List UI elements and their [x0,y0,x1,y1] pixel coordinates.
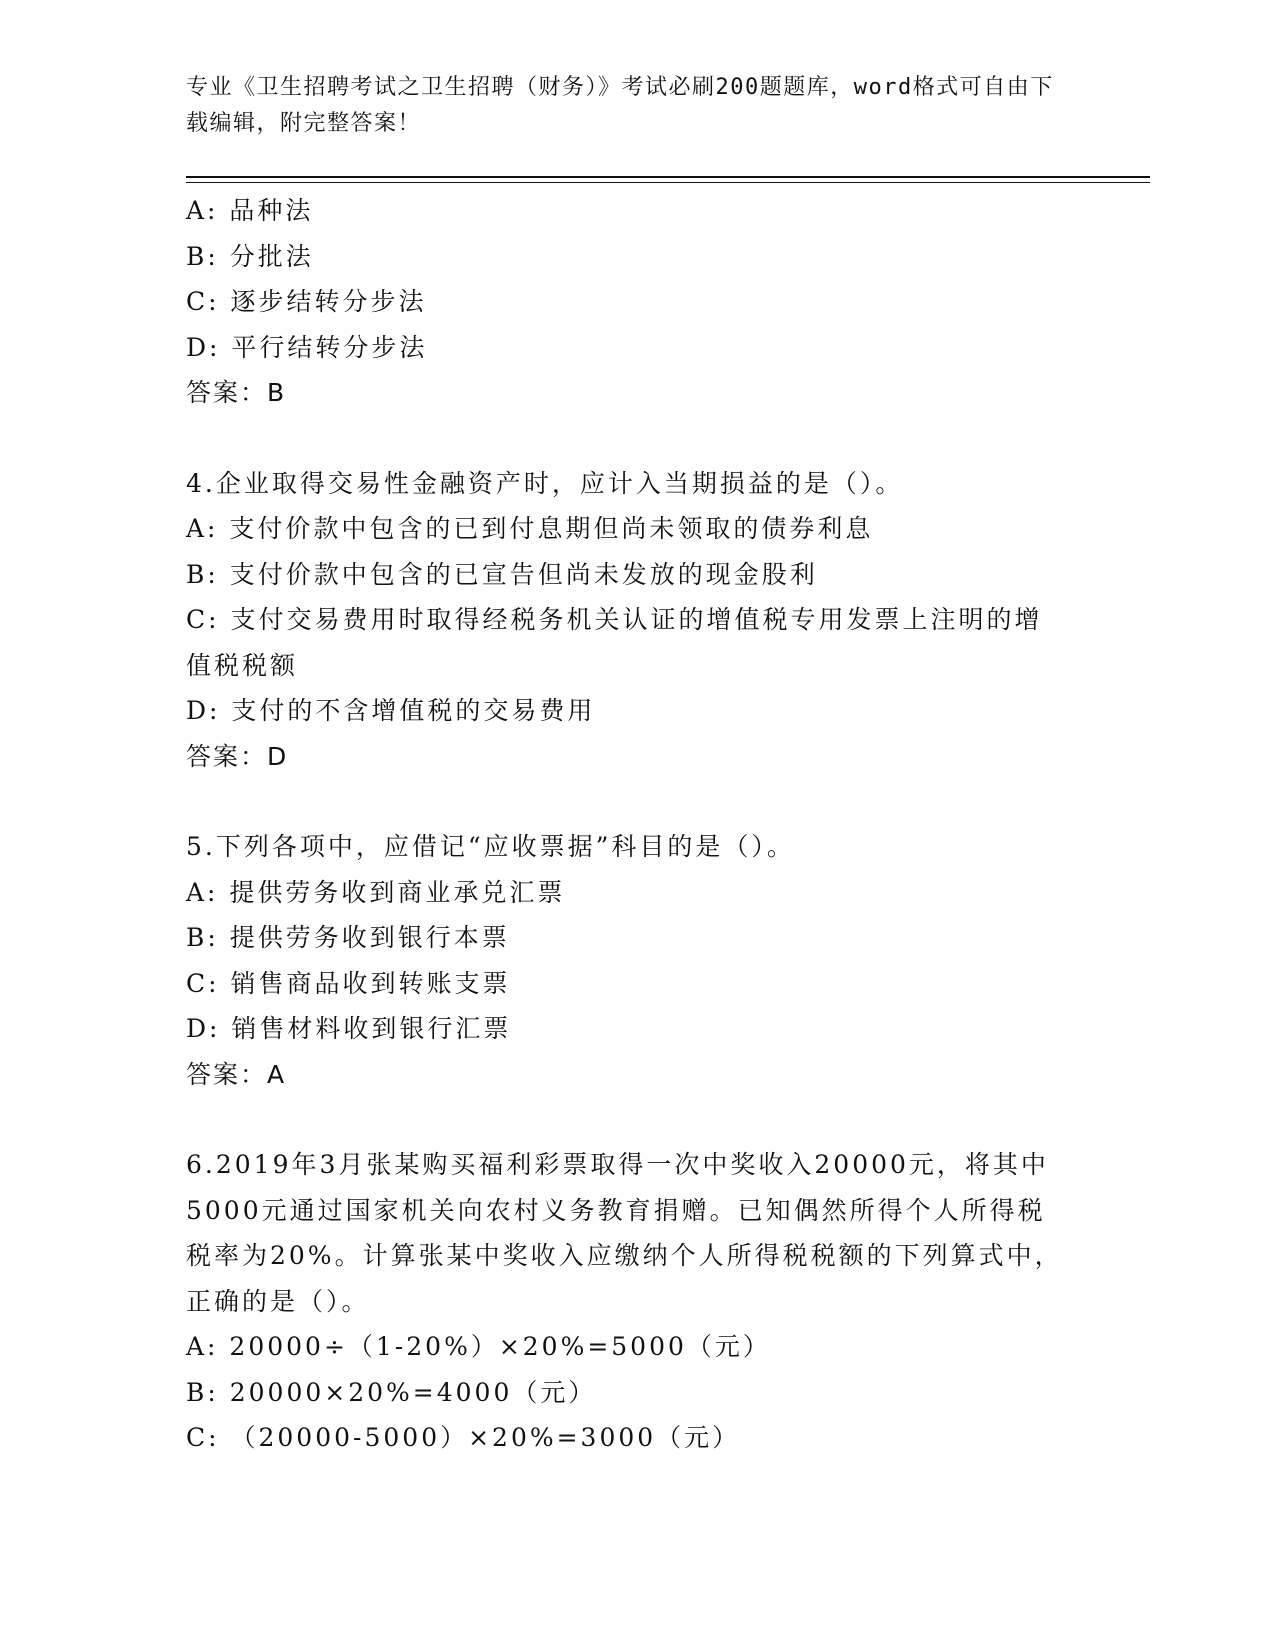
option-d: D: 平行结转分步法 [186,332,428,362]
header-divider [186,176,1150,178]
document-header: 专业《卫生招聘考试之卫生招聘（财务）》考试必刷200题题库，word格式可自由下载编辑，附完整答案！ [186,75,1054,136]
option-d: D: 销售材料收到银行汇票 [186,1014,512,1043]
question-block-3 [186,188,1066,416]
answer-line: 答案：B [186,378,287,407]
option-b: B: 支付价款中包含的已宣告但尚未发放的现金股利 [186,559,818,589]
question-block-4 [186,461,1066,780]
option-c: C: 销售商品收到转账支票 [186,968,511,998]
question-text: 5.下列各项中，应借记“应收票据”科目的是（）。 [186,832,795,861]
option-b: B: 分批法 [186,241,314,271]
question-list [186,188,1066,1461]
option-a: A: 品种法 [186,196,314,225]
question-text: 6.2019年3月张某购买福利彩票取得一次中奖收入20000元，将其中5000元通过国家机关向农村义务教育捐赠。已知偶然所得个人所得税税率为20%。计算张某中奖收入应缴纳个人所得税税额的下列算式中，正确的是（）。 [186,1150,1063,1316]
question-block-6 [186,1142,1066,1461]
option-a: A: 提供劳务收到商业承兑汇票 [186,877,566,907]
answer-line: 答案：A [186,1059,287,1089]
spacer [186,416,1066,461]
option-c: C: 支付交易费用时取得经税务机关认证的增值税专用发票上注明的增值税税额 [186,605,1043,680]
spacer [186,779,1066,824]
header-divider-thin [186,182,1150,183]
option-b: B: 20000×20%=4000（元） [186,1377,597,1407]
option-a: A: 支付价款中包含的已到付息期但尚未领取的债券利息 [186,514,874,543]
option-b: B: 提供劳务收到银行本票 [186,923,510,952]
option-a: A: 20000÷（1-20%）×20%=5000（元） [186,1332,771,1361]
question-block-5 [186,824,1066,1097]
spacer [186,1097,1066,1142]
question-text: 4.企业取得交易性金融资产时，应计入当期损益的是（）。 [186,468,904,498]
option-c: C: 逐步结转分步法 [186,287,427,316]
answer-line: 答案：D [186,741,289,771]
option-c: C: （20000-5000）×20%=3000（元） [186,1423,741,1452]
option-d: D: 支付的不含增值税的交易费用 [186,696,596,725]
